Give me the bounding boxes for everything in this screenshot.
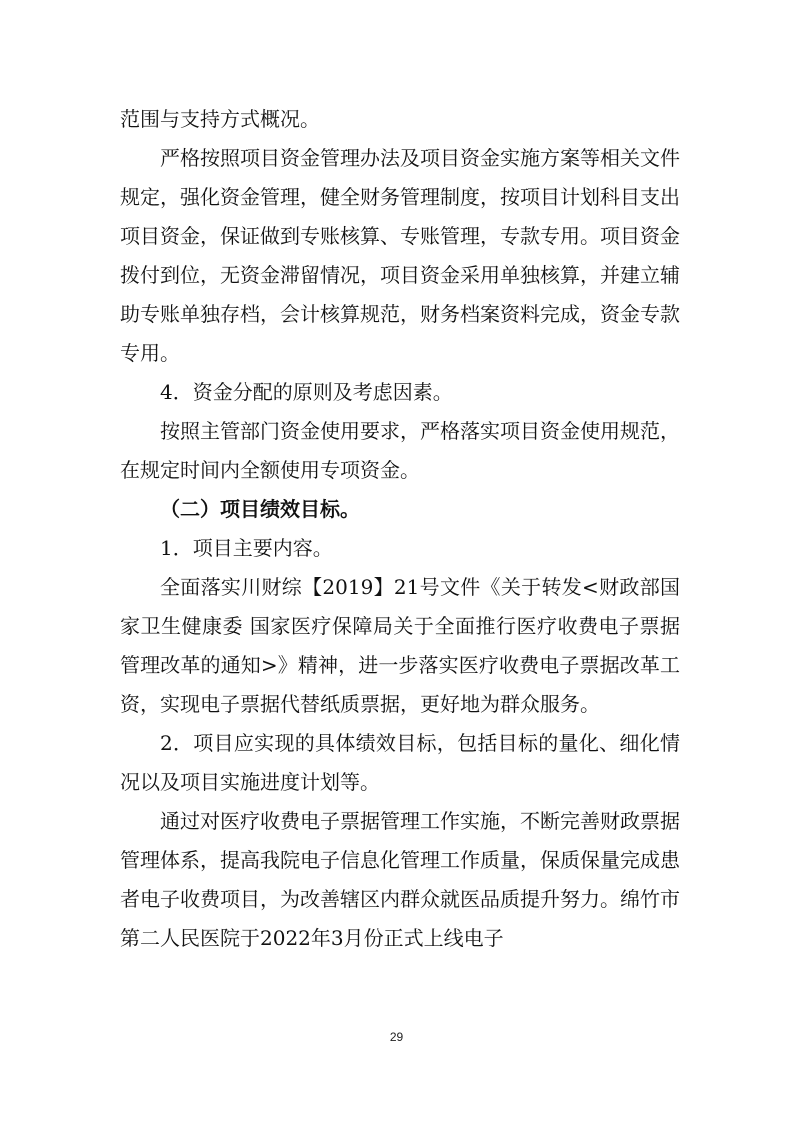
paragraph-item-1-heading: 1．项目主要内容。 [160, 536, 333, 560]
paragraph-fund-management: 严格按照项目资金管理办法及项目资金实施方案等相关文件规定，强化资金管理，健全财务管理制度，按项目计划科目支出项目资金，保证做到专账核算、专账管理，专款专用。项目资金拨付到位，无资金滞留情况，项目资金采用单独核算，并建立辅助专账单独存档，会计核算规范，财务档案资料完成，资金专款专用。 [120, 146, 680, 365]
body-text [120, 100, 680, 958]
section-heading-performance-goals: （二）项目绩效目标。 [160, 497, 360, 521]
paragraph-goal-details: 通过对医疗收费电子票据管理工作实施，不断完善财政票据管理体系，提高我院电子信息化管理工作质量，保质保量完成患者电子收费项目，为改善辖区内群众就医品质提升努力。绵竹市第二人民医院于2022年3月份正式上线电子 [120, 809, 680, 950]
paragraph-fund-allocation: 按照主管部门资金使用要求，严格落实项目资金使用规范，在规定时间内全额使用专项资金。 [120, 419, 680, 482]
paragraph-project-content: 全面落实川财综【2019】21号文件《关于转发<财政部国家卫生健康委 国家医疗保障局关于全面推行医疗收费电子票据管理改革的通知>》精神，进一步落实医疗收费电子票据改革工资，实现电子票据代替纸质票据，更好地为群众服务。 [120, 575, 680, 716]
page-number: 29 [389, 1030, 404, 1044]
paragraph-item-4-heading: 4．资金分配的原则及考虑因素。 [160, 380, 453, 404]
paragraph-item-2-heading: 2．项目应实现的具体绩效目标，包括目标的量化、细化情况以及项目实施进度计划等。 [120, 731, 680, 794]
paragraph-scope-summary: 范围与支持方式概况。 [120, 107, 320, 131]
